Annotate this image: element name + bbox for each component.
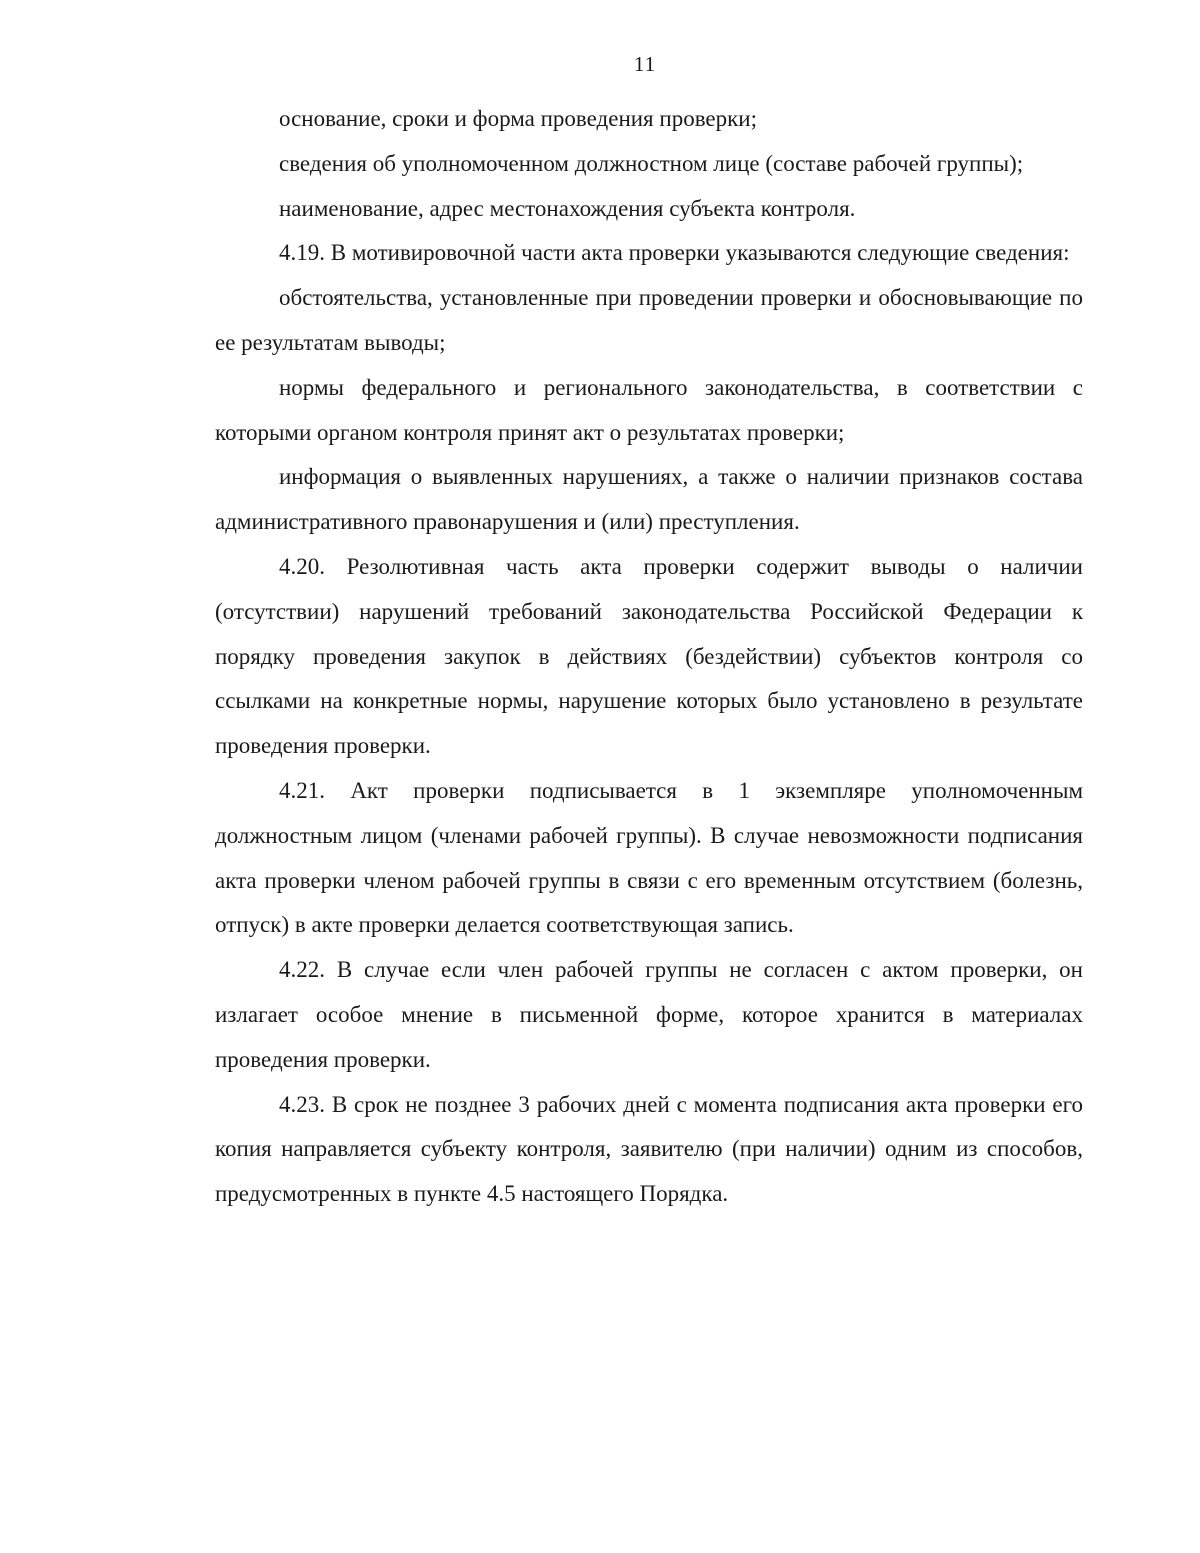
document-body: [215, 97, 1083, 1217]
paragraph-4-19: 4.19. В мотивировочной части акта проверки указываются следующие сведения:: [279, 240, 1070, 266]
paragraph-4-20: 4.20. Резолютивная часть акта проверки содержит выводы о наличии (отсутствии) нарушений требований законодательства Российской Федерации к порядку проведения закупок в действиях (бездействии) субъектов контроля со ссылками на конкретные нормы, нарушение которых было установлено в результате проведения проверки.: [215, 553, 1083, 759]
paragraph-4-21: 4.21. Акт проверки подписывается в 1 экземпляре уполномоченным должностным лицом (членами рабочей группы). В случае невозможности подписания акта проверки членом рабочей группы в связи с его временным отсутствием (болезнь, отпуск) в акте проверки делается соответствующая запись.: [215, 777, 1083, 938]
paragraph-circumstances: обстоятельства, установленные при проведении проверки и обосновывающие по ее результатам выводы;: [215, 285, 1083, 355]
paragraph-4-23: 4.23. В срок не позднее 3 рабочих дней с момента подписания акта проверки его копия направляется субъекту контроля, заявителю (при наличии) одним из способов, предусмотренных в пункте 4.5 настоящего Порядка.: [215, 1091, 1083, 1207]
paragraph-subject-name: наименование, адрес местонахождения субъекта контроля.: [279, 195, 856, 221]
paragraph-official-info: сведения об уполномоченном должностном лице (составе рабочей группы);: [279, 150, 1024, 176]
paragraph-4-22: 4.22. В случае если член рабочей группы не согласен с актом проверки, он излагает особое мнение в письменной форме, которое хранится в материалах проведения проверки.: [215, 957, 1083, 1072]
paragraph-violations-info: информация о выявленных нарушениях, а также о наличии признаков состава административного правонарушения и (или) преступления.: [215, 464, 1083, 535]
paragraph-legal-norms: нормы федерального и регионального законодательства, в соответствии с которыми органом контроля принят акт о результатах проверки;: [215, 374, 1083, 445]
paragraph-basis: основание, сроки и форма проведения проверки;: [279, 106, 758, 131]
page-number: 11: [633, 52, 657, 76]
